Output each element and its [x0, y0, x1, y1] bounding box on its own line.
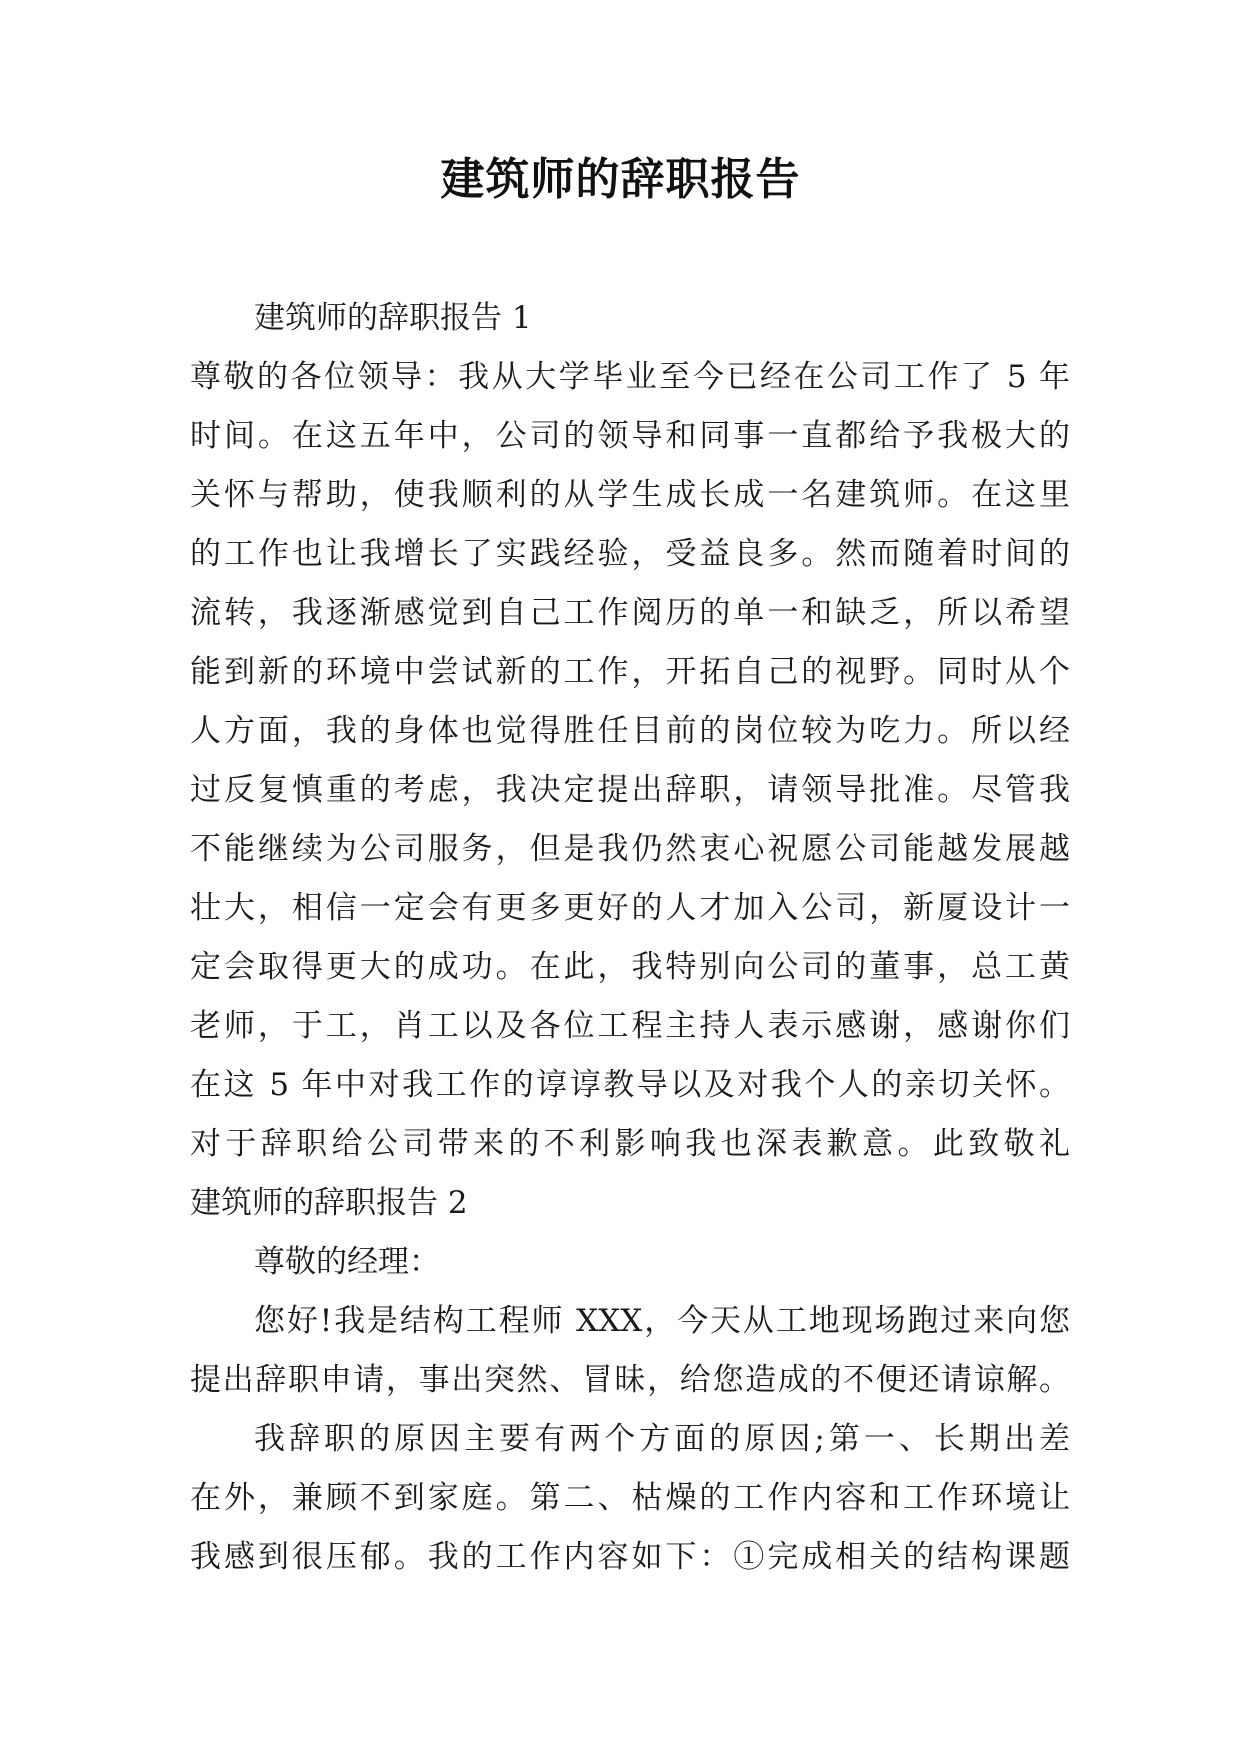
body-line: 建筑师的辞职报告 1	[254, 300, 532, 336]
body-line: 的工作也让我增长了实践经验，受益良多。然而随着时间的	[190, 536, 1070, 572]
body-line: 人方面，我的身体也觉得胜任目前的岗位较为吃力。所以经	[190, 713, 1070, 749]
body-line: 在这 5 年中对我工作的谆谆教导以及对我个人的亲切关怀。	[190, 1067, 1070, 1103]
body-line: 老师，于工，肖工以及各位工程主持人表示感谢，感谢你们	[190, 1008, 1070, 1044]
body-line: 不能继续为公司服务，但是我仍然衷心祝愿公司能越发展越	[190, 831, 1070, 867]
body-line: 对于辞职给公司带来的不利影响我也深表歉意。此致敬礼	[190, 1126, 1070, 1162]
body-line: 我感到很压郁。我的工作内容如下：①完成相关的结构课题	[190, 1539, 1070, 1575]
document-title: 建筑师的辞职报告	[440, 154, 801, 205]
body-line: 时间。在这五年中，公司的领导和同事一直都给予我极大的	[190, 418, 1070, 454]
body-line: 我辞职的原因主要有两个方面的原因;第一、长期出差	[254, 1421, 1070, 1457]
body-line: 关怀与帮助，使我顺利的从学生成长成一名建筑师。在这里	[190, 477, 1070, 513]
body-line: 能到新的环境中尝试新的工作，开拓自己的视野。同时从个	[190, 654, 1070, 690]
body-line: 提出辞职申请，事出突然、冒昧，给您造成的不便还请谅解。	[190, 1362, 1070, 1398]
body-line: 定会取得更大的成功。在此，我特别向公司的董事，总工黄	[190, 949, 1070, 985]
body-line: 尊敬的各位领导：我从大学毕业至今已经在公司工作了 5 年	[190, 359, 1070, 395]
body-line: 在外，兼顾不到家庭。第二、枯燥的工作内容和工作环境让	[190, 1480, 1070, 1516]
body-line: 壮大，相信一定会有更多更好的人才加入公司，新厦设计一	[190, 890, 1070, 926]
body-line: 尊敬的经理：	[254, 1244, 440, 1280]
body-line: 流转，我逐渐感觉到自己工作阅历的单一和缺乏，所以希望	[190, 595, 1070, 631]
body-line: 过反复慎重的考虑，我决定提出辞职，请领导批准。尽管我	[190, 772, 1070, 808]
body-line: 您好!我是结构工程师 XXX，今天从工地现场跑过来向您	[254, 1303, 1070, 1339]
body-line: 建筑师的辞职报告 2	[190, 1185, 468, 1221]
document-body	[190, 289, 1070, 1587]
